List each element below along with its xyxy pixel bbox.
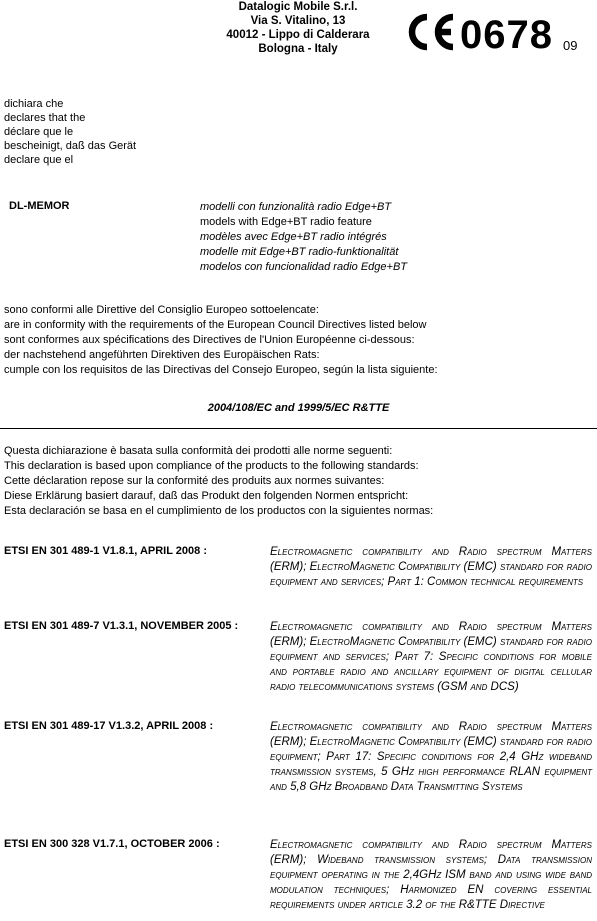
directives-line: cumple con los requisitos de las Directivas del Consejo Europeo, según la lista siguiente: xyxy=(4,364,438,376)
standard-name: ETSI EN 301 489-1 V1.8.1, APRIL 2008 : xyxy=(4,545,207,557)
product-description: modèles avec Edge+BT radio intégrés xyxy=(200,231,387,243)
standard-name: ETSI EN 301 489-7 V1.3.1, NOVEMBER 2005 : xyxy=(4,620,239,632)
product-description: models with Edge+BT radio feature xyxy=(200,216,372,228)
directives-line: sont conformes aux spécifications des Directives de l'Union Européenne ci-dessous: xyxy=(4,334,415,346)
declares-line: dichiara che xyxy=(4,98,64,110)
standard-name: ETSI EN 301 489-17 V1.3.2, APRIL 2008 : xyxy=(4,720,214,732)
basis-line: Esta declaración se basa en el cumplimiento de los productos con la siguientes normas: xyxy=(4,505,434,517)
company-street: Via S. Vitalino, 13 xyxy=(250,15,346,27)
ce-mark-year: 09 xyxy=(563,38,578,53)
basis-line: This declaration is based upon compliance of the products to the following standards: xyxy=(4,460,419,472)
divider xyxy=(0,428,597,429)
product-description: modelli con funzionalità radio Edge+BT xyxy=(200,201,392,213)
directives-line: sono conformi alle Direttive del Consiglio Europeo sottoelencate: xyxy=(4,304,319,316)
declares-line: déclare que le xyxy=(4,126,74,138)
product-description: modelos con funcionalidad radio Edge+BT xyxy=(200,261,407,273)
declares-line: declares that the xyxy=(4,112,86,124)
declares-line: bescheinigt, daß das Gerät xyxy=(4,140,137,152)
standard-description: Electromagnetic compatibility and Radio spectrum Matters (ERM); ElectroMagnetic Compatibility (EMC) standard for radio equipment and services; Part 7: Specific conditions for mobile and portable radio and ancillary equipment of digital cellular radio telecommunications systems (GSM and DCS) xyxy=(270,621,592,693)
basis-line: Cette déclaration repose sur la conformité des produits aux normes suivantes: xyxy=(4,475,385,487)
svg-text:0678: 0678 xyxy=(460,13,553,53)
basis-line: Questa dichiarazione è basata sulla conformità dei prodotti alle norme seguenti: xyxy=(4,445,393,457)
declares-line: declare que el xyxy=(4,154,74,166)
product-descriptions xyxy=(200,200,407,275)
company-city: 40012 - Lippo di Calderara xyxy=(226,29,370,41)
directive-reference: 2004/108/EC and 1999/5/EC R&TTE xyxy=(207,402,390,414)
company-name: Datalogic Mobile S.r.l. xyxy=(238,1,358,13)
directives-line: are in conformity with the requirements of the European Council Directives listed below xyxy=(4,319,427,331)
standard-name: ETSI EN 300 328 V1.7.1, OCTOBER 2006 : xyxy=(4,838,220,850)
directives-line: der nachstehend angeführten Direktiven des Europäischen Rats: xyxy=(4,349,320,361)
product-name: DL-MEMOR xyxy=(9,200,70,212)
standard-description: Electromagnetic compatibility and Radio spectrum Matters (ERM); ElectroMagnetic Compatibility (EMC) standard for radio equipment and services; Part 1: Common technical requirements xyxy=(270,546,592,588)
basis-block xyxy=(4,444,433,519)
standard-description: Electromagnetic compatibility and Radio spectrum Matters (ERM); Wideband transmission systems; Data transmission equipment operating in the 2,4GHz ISM band and using wide band modulation techniques; Harmonized EN covering essential requirements under article 3.2 of the R&TTE Directive xyxy=(270,839,592,911)
declares-block xyxy=(4,97,136,167)
directives-block xyxy=(4,303,438,378)
product-description: modelle mit Edge+BT radio-funktionalität xyxy=(200,246,399,258)
company-country: Bologna - Italy xyxy=(258,43,338,55)
standard-description: Electromagnetic compatibility and Radio spectrum Matters (ERM); ElectroMagnetic Compatibility (EMC) standard for radio equipment; Part 17: Specific conditions for 2,4 GHz wideband transmission systems, 5 GHz high performance RLAN equipment and 5,8 GHz Broadband Data Transmitting Systems xyxy=(270,721,592,793)
basis-line: Diese Erklärung basiert darauf, daß das Produkt den folgenden Normen entspricht: xyxy=(4,490,409,502)
ce-mark-logo xyxy=(405,11,557,53)
company-address xyxy=(200,0,396,56)
